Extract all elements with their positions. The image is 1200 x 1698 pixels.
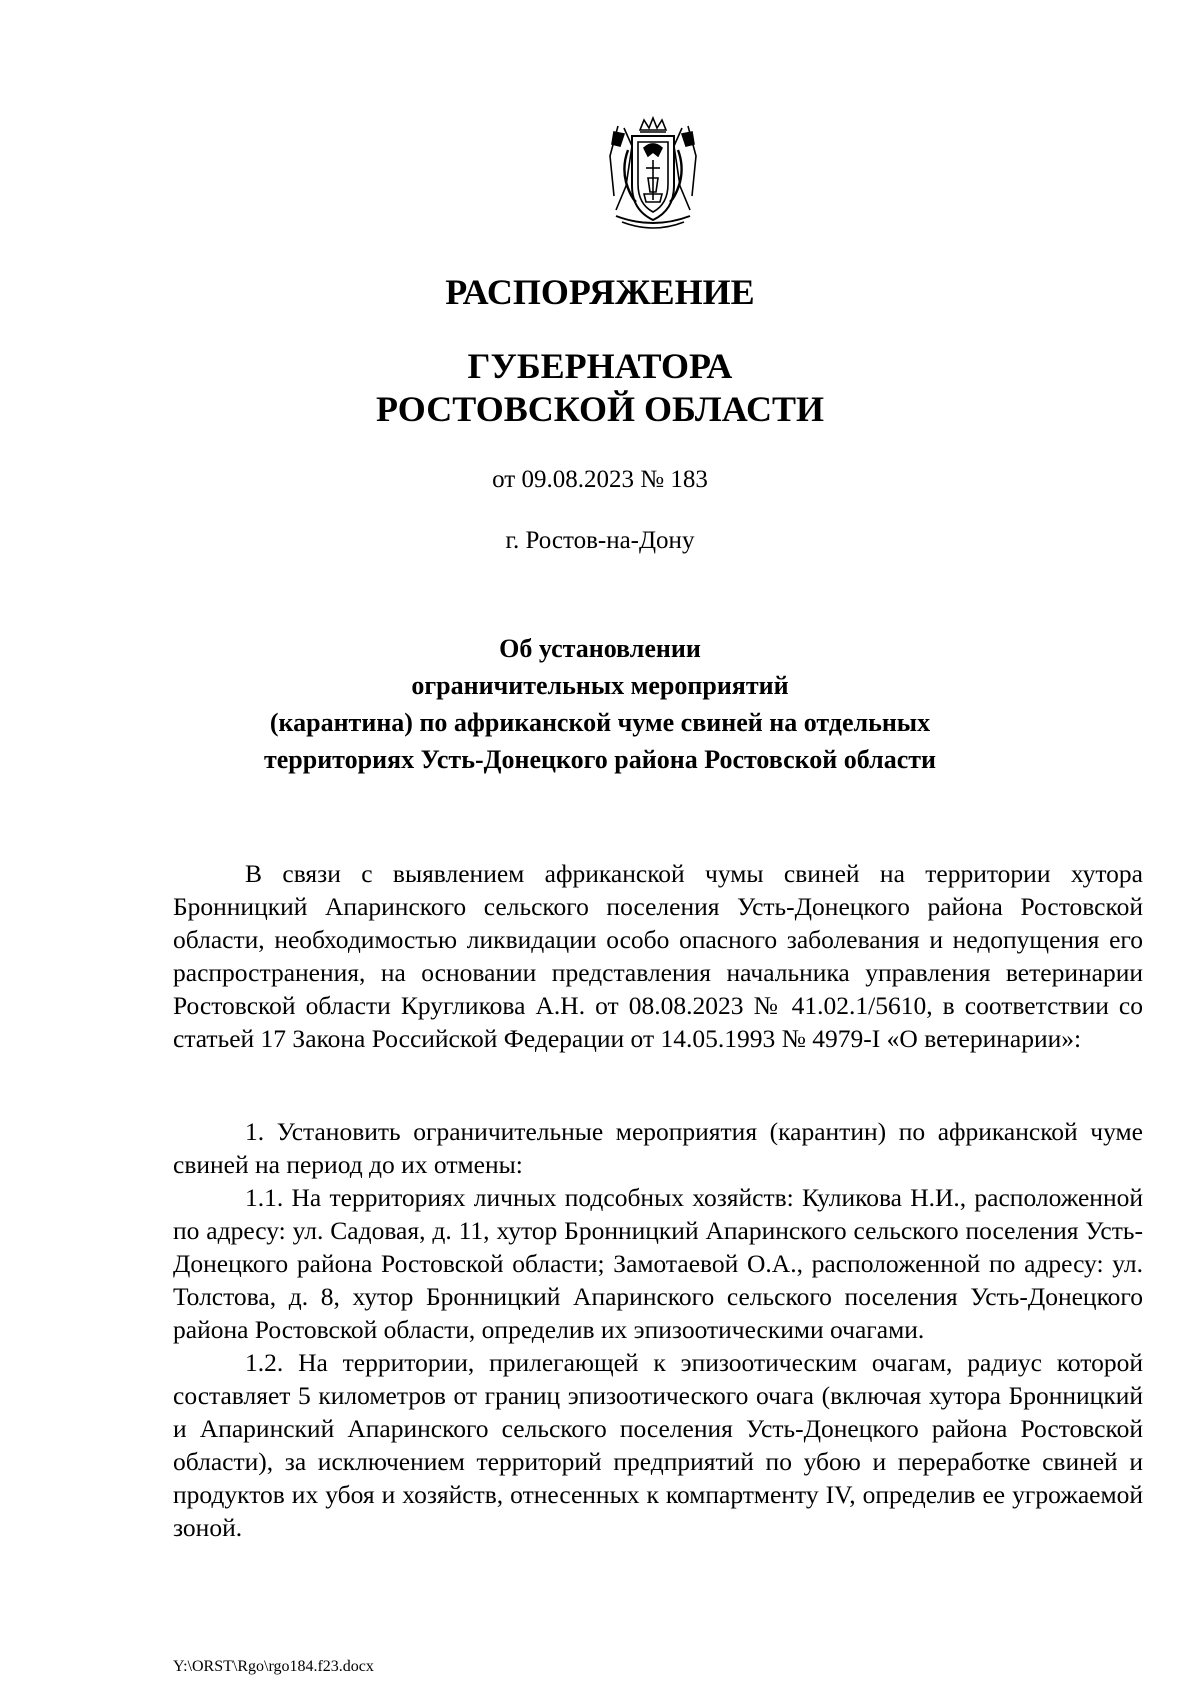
clause-paragraph: 1. Установить ограничительные мероприятия (карантин) по африканской чуме свиней на период до их отмены: [173, 1117, 1143, 1179]
file-path-footer: Y:\ORST\Rgo\rgo184.f23.docx [173, 1658, 374, 1675]
clause-paragraph: 1.1. На территориях личных подсобных хозяйств: Куликова Н.И., расположенной по адресу: ул. Садовая, д. 11, хутор Бронницкий Апаринского сельского поселения Усть-Донецкого района Ростовской области; Замотаевой О.А., расположенной по адресу: ул. Толстова, д. 8, хутор Бронницкий Апаринского сельского поселения Усть-Донецкого района Ростовской области, определив их эпизоотическими очагами. [173, 1183, 1143, 1344]
preamble-section [173, 857, 1143, 1055]
document-date-number: от 09.08.2023 № 183 [492, 466, 708, 493]
heading-line: территориях Усть-Донецкого района Ростовской области [263, 745, 937, 774]
document-subject-heading [0, 630, 1200, 778]
issuer-title-line2: РОСТОВСКОЙ ОБЛАСТИ [376, 389, 824, 429]
clauses-section [173, 1115, 1143, 1544]
clause-paragraph: 1.2. На территории, прилегающей к эпизоотическим очагам, радиус которой составляет 5 километров от границ эпизоотического очага (включая хутора Бронницкий и Апаринский Апаринского сельского поселения Усть-Донецкого района Ростовской области), за исключением территорий предприятий по убою и переработке свиней и продуктов их убоя и хозяйств, отнесенных к компартменту IV, определив ее угрожаемой зоной. [173, 1348, 1143, 1542]
document-type-title: РАСПОРЯЖЕНИЕ [445, 272, 755, 312]
heading-line: (карантина) по африканской чуме свиней на отдельных [269, 708, 931, 737]
document-city: г. Ростов-на-Дону [505, 527, 695, 554]
issuer-title-line1: ГУБЕРНАТОРА [467, 346, 733, 386]
preamble-paragraph: В связи с выявлением африканской чумы свиней на территории хутора Бронницкий Апаринского сельского поселения Усть-Донецкого района Ростовской области, необходимостью ликвидации особо опасного заболевания и недопущения его распространения, на основании представления начальника управления ветеринарии Ростовской области Кругликова А.Н. от 08.08.2023 № 41.02.1/5610, в соответствии со статьей 17 Закона Российской Федерации от 14.05.1993 № 4979-I «О ветеринарии»: [173, 859, 1143, 1053]
heading-line: Об установлении [499, 634, 701, 663]
heading-line: ограничительных мероприятий [411, 671, 789, 700]
coat-of-arms-icon [602, 116, 704, 234]
